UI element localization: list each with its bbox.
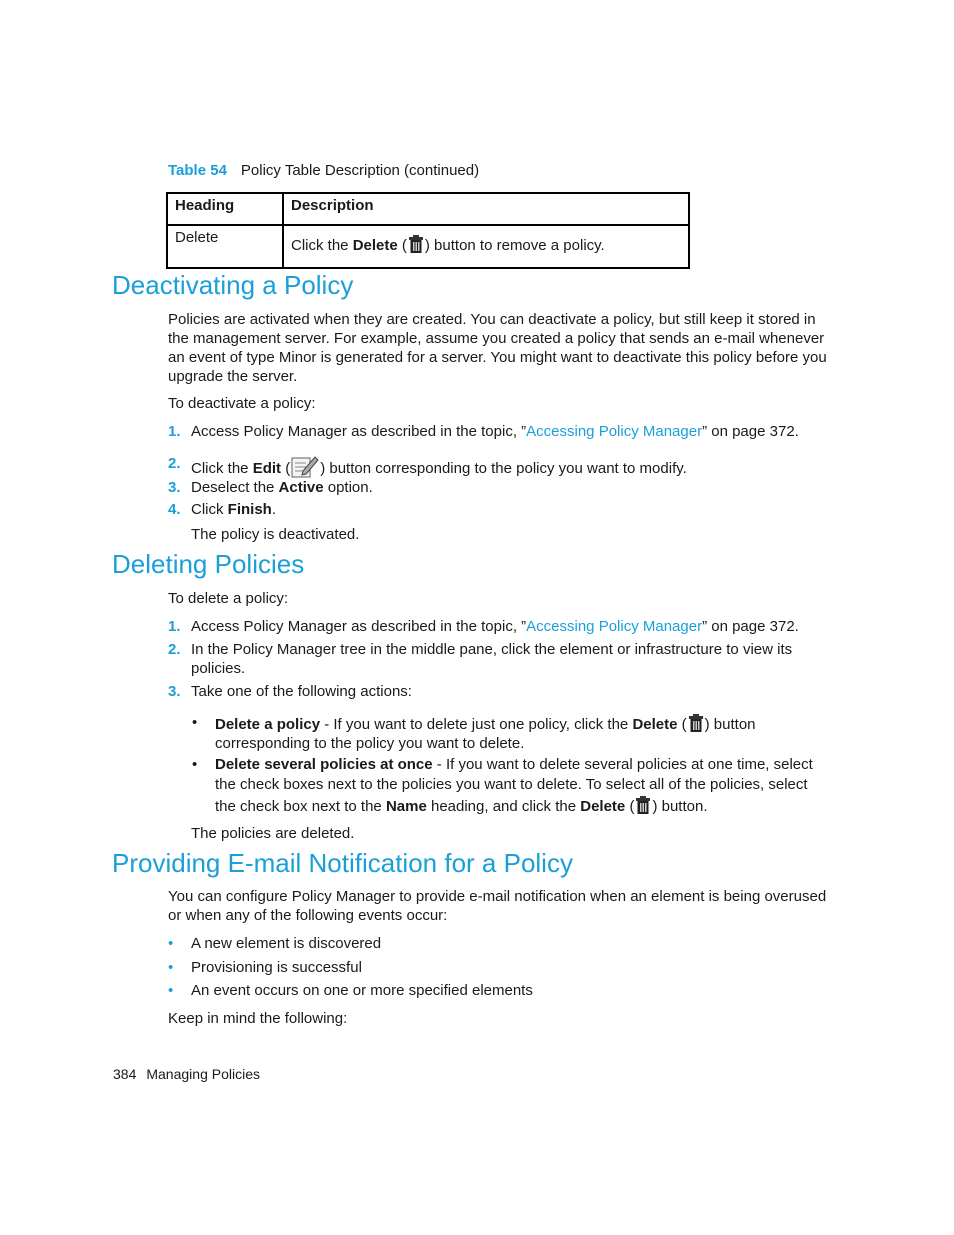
- bullet-text: A new element is discovered: [191, 935, 382, 952]
- step-bold: Finish: [227, 501, 272, 518]
- step-text-pre: Access Policy Manager as described in the topic, ”: [191, 423, 527, 440]
- table-header-heading: Heading: [167, 193, 283, 225]
- bullet-text: [215, 713, 830, 753]
- step-bold: Edit: [252, 460, 282, 477]
- email-keep-in-mind: Keep in mind the following:: [168, 1010, 348, 1027]
- page-footer: [113, 1066, 260, 1082]
- step-number: 4.: [168, 501, 181, 518]
- bullet-dot: •: [168, 959, 174, 976]
- bullet-bold: Delete several policies at once: [215, 756, 433, 773]
- bullet-bold-delete: Delete: [632, 716, 678, 733]
- step-text-pre: Deselect the: [191, 479, 279, 496]
- step-text-pre: Click the: [191, 460, 253, 477]
- bullet-text-mid: - If you want to delete just one policy, click the: [320, 716, 633, 733]
- step-number: 1.: [168, 618, 181, 635]
- bullet-text: [215, 755, 830, 817]
- bullet-dot: •: [192, 756, 198, 773]
- table-caption-text: Policy Table Description (continued): [240, 162, 480, 179]
- step-paren: (: [281, 460, 291, 477]
- step-text-pre: Access Policy Manager as described in the topic, ”: [191, 618, 527, 635]
- delete-result: The policies are deleted.: [191, 825, 355, 842]
- bullet-paren: (: [625, 798, 635, 815]
- bullet-text-post: ) button.: [652, 798, 708, 815]
- step-text: [191, 454, 831, 478]
- step-text: In the Policy Manager tree in the middle pane, click the element or infrastructure to view its policies.: [191, 641, 793, 677]
- desc-text-end: ) button to remove a policy.: [424, 237, 605, 254]
- bullet-text-mid2: heading, and click the: [426, 798, 581, 815]
- trash-icon: [408, 234, 424, 254]
- step-text-pre: Click: [191, 501, 228, 518]
- step-text-post: ) button corresponding to the policy you want to modify.: [320, 460, 687, 477]
- bullet-bold: Delete a policy: [215, 716, 321, 733]
- heading-deactivating: Deactivating a Policy: [112, 270, 354, 300]
- accessing-policy-manager-link[interactable]: Accessing Policy Manager: [526, 618, 703, 635]
- deactivate-intro: Policies are activated when they are created. You can deactivate a policy, but still keep it stored in the management server. For example, assume you created a policy that sends an e-mail whenever an event of type Minor is generated for a server. You might want to deactivate this policy before you upgrade the server.: [168, 311, 827, 385]
- step-text: [191, 478, 831, 497]
- step-number: 2.: [168, 455, 181, 472]
- step-text: [191, 617, 831, 636]
- desc-paren: (: [397, 237, 407, 254]
- table-caption-label: Table 54: [168, 162, 227, 179]
- step-text-post: .: [271, 501, 277, 518]
- bullet-paren: (: [677, 716, 687, 733]
- step-number: 1.: [168, 423, 181, 440]
- policy-table: [166, 192, 690, 269]
- desc-bold: Delete: [352, 237, 398, 254]
- step-bold: Active: [278, 479, 324, 496]
- bullet-bold-delete: Delete: [580, 798, 626, 815]
- bullet-text: Provisioning is successful: [191, 959, 362, 976]
- table-header-description: Description: [283, 193, 689, 225]
- footer-section: Managing Policies: [146, 1066, 260, 1082]
- table-cell-description: [283, 225, 689, 268]
- edit-icon: [291, 454, 319, 478]
- step-text-post: ” on page 372.: [702, 423, 799, 440]
- accessing-policy-manager-link[interactable]: Accessing Policy Manager: [526, 423, 703, 440]
- deactivate-result: The policy is deactivated.: [191, 526, 360, 543]
- heading-deleting: Deleting Policies: [112, 549, 305, 579]
- step-text: Take one of the following actions:: [191, 683, 412, 700]
- step-number: 3.: [168, 479, 181, 496]
- bullet-bold-name: Name: [385, 798, 427, 815]
- trash-icon: [688, 713, 704, 733]
- step-number: 3.: [168, 683, 181, 700]
- step-text-post: option.: [323, 479, 373, 496]
- email-intro: You can configure Policy Manager to provide e-mail notification when an element is being overused or when any of the following events occur:: [168, 888, 827, 924]
- bullet-dot: •: [168, 982, 174, 999]
- table-caption: [168, 162, 479, 179]
- desc-text: Click the: [291, 237, 353, 254]
- bullet-dot: •: [168, 935, 174, 952]
- step-number: 2.: [168, 641, 181, 658]
- step-text-post: ” on page 372.: [702, 618, 799, 635]
- deactivate-lead: To deactivate a policy:: [168, 395, 316, 412]
- delete-lead: To delete a policy:: [168, 590, 289, 607]
- step-text: [191, 422, 831, 441]
- bullet-text-post: ) button corresponding to the policy you want to delete.: [215, 716, 756, 752]
- heading-email-notification: Providing E-mail Notification for a Policy: [112, 848, 573, 878]
- page-number: 384: [113, 1066, 137, 1082]
- table-header-row: [167, 193, 689, 225]
- table-row: [167, 225, 689, 268]
- bullet-dot: •: [192, 714, 198, 731]
- step-text: [191, 500, 831, 519]
- bullet-text-mid: - If you want to delete several policies at one time, select the check boxes next to the policies you want to delete. To select all of the policies, select the check box next to the: [215, 756, 813, 815]
- trash-icon: [635, 795, 651, 815]
- bullet-text: An event occurs on one or more specified elements: [191, 982, 533, 999]
- table-cell-heading: Delete: [167, 225, 283, 268]
